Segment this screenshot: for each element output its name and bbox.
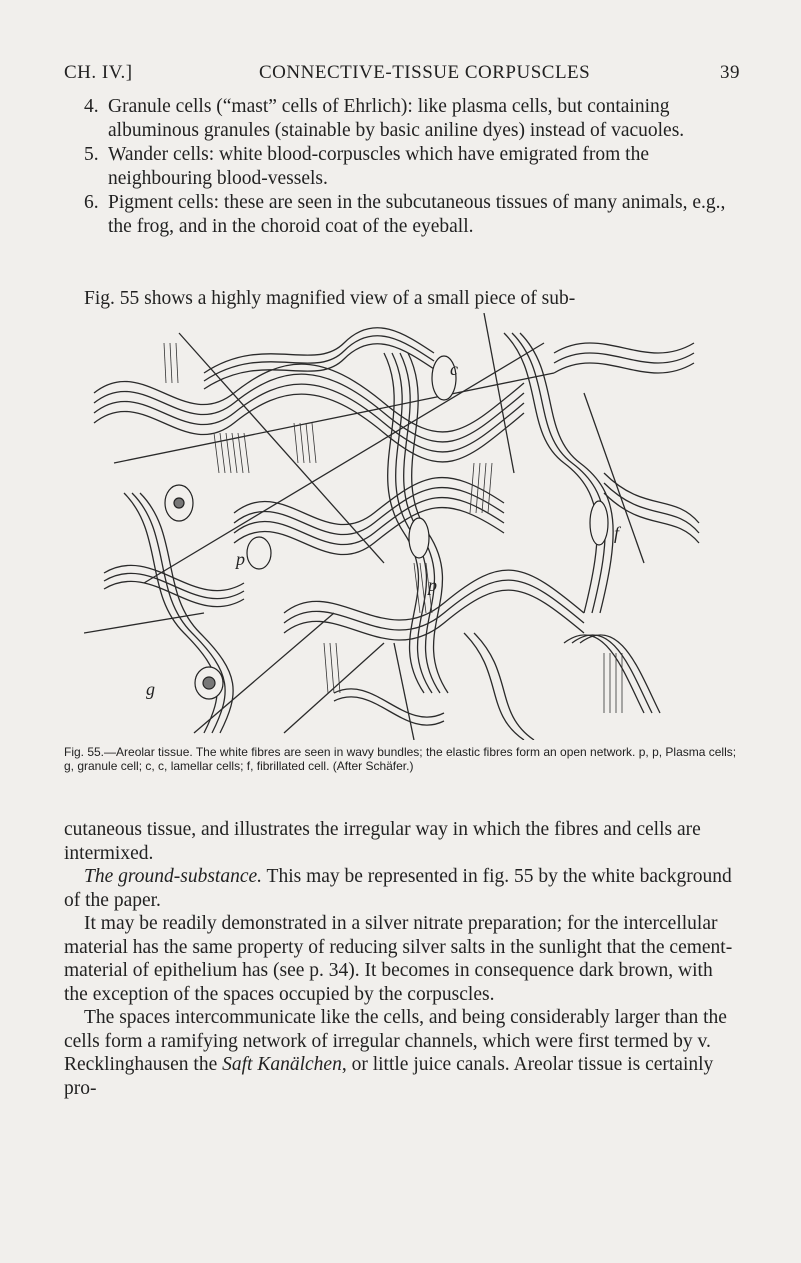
list-item-number: 5. (84, 144, 99, 165)
list-item-text: Granule cells (“mast” cells of Ehrlich): like plasma cells, but containing albuminous granules (stainable by basic aniline dyes) instead of vacuoles. (108, 96, 685, 141)
cell-type-list (84, 95, 744, 239)
label-p: p (236, 549, 245, 569)
chapter-label: CH. IV.] (64, 62, 133, 83)
intro-paragraph: Fig. 55 shows a highly magnified view of a small piece of sub- (84, 288, 576, 309)
label-p-2: p (428, 575, 437, 595)
italic-term: Saft Kanälchen (222, 1054, 342, 1075)
list-item (84, 143, 744, 191)
label-f: f (614, 523, 620, 543)
paragraph: It may be readily demonstrated in a silver nitrate preparation; for the intercellular material has the same property of reducing silver salts in the sunlight that the cement-material of epithelium has (see p. 34). It becomes in consequence dark brown, with the exception of the spaces occupied by the corpuscles. (64, 913, 733, 1005)
section-heading: The ground-substance. (84, 866, 263, 887)
paragraph-text: , or little juice canals. Areolar tissue is certainly pro- (64, 1054, 714, 1099)
areolar-tissue-figure (84, 313, 704, 740)
paragraph (64, 865, 740, 912)
areolar-tissue-illustration (84, 313, 704, 740)
figure-caption: Fig. 55.—Areolar tissue. The white fibres are seen in wavy bundles; the elastic fibres form an open network. p, p, Plasma cells; g, granule cell; c, c, lamellar cells; f, fibrillated cell. (After Schäfer.) (64, 745, 737, 773)
page-number: 39 (720, 62, 740, 83)
paragraph-text: The spaces intercommunicate like the cells, and being considerably larger than the cells form a ramifying network of irregular channels, which were first termed by v. Recklinghausen the (64, 1007, 727, 1075)
list-item-number: 4. (84, 96, 99, 117)
paragraph: cutaneous tissue, and illustrates the irregular way in which the fibres and cells are intermixed. (64, 819, 701, 864)
list-item-text: Wander cells: white blood-corpuscles which have emigrated from the neighbouring blood-vessels. (108, 144, 649, 189)
paragraph-text: This may be represented in fig. 55 by the white background of the paper. (64, 866, 732, 911)
body-text (64, 818, 740, 1100)
list-item (84, 191, 744, 239)
list-item-text: Pigment cells: these are seen in the subcutaneous tissues of many animals, e.g., the frog, and in the choroid coat of the eyeball. (108, 192, 726, 237)
page-title: CONNECTIVE-TISSUE CORPUSCLES (259, 62, 591, 83)
list-item-number: 6. (84, 192, 99, 213)
running-header (64, 62, 740, 92)
label-c: c (450, 359, 458, 379)
paragraph (64, 1006, 740, 1100)
label-g: g (146, 679, 155, 699)
list-item (84, 95, 744, 143)
